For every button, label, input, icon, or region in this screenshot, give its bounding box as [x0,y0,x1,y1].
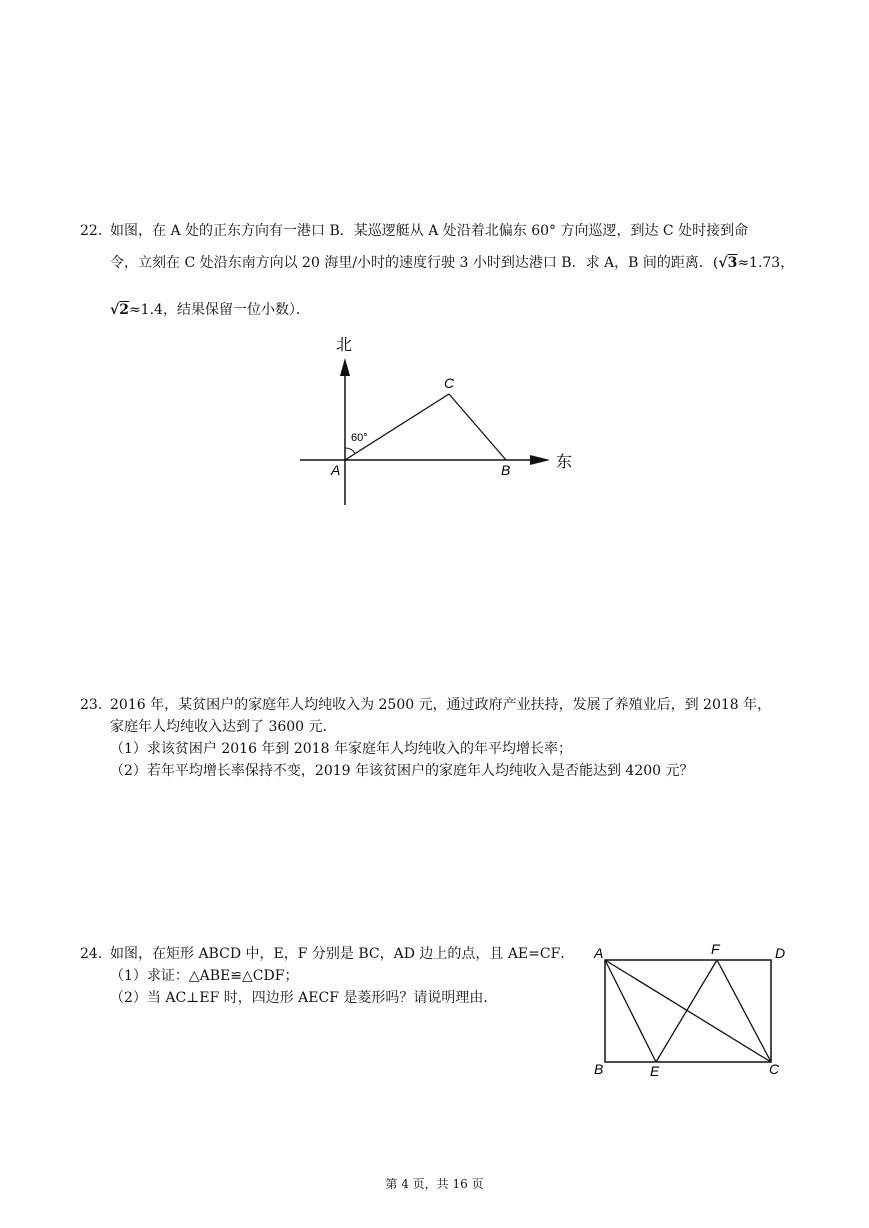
q24-text [110,944,580,1014]
q22-sqrt2-radicand: 2 [119,302,129,318]
segment-fc [717,960,771,1062]
q23-part2: （2）若年平均增长率保持不变，2019 年该贫困户的家庭年人均纯收入是否能达到 4200 元？ [110,763,694,779]
q22-number: 22. [80,223,103,239]
segment-ac [345,394,449,460]
q22-sqrt3-radicand: 3 [727,255,738,271]
segment-ef [656,960,717,1062]
angle-arc [345,448,355,453]
q22-sqrt2: √2 [110,302,129,318]
q24-part1: （1）求证：△ABE≌△CDF； [110,968,299,984]
q23-line2: 家庭年人均纯收入达到了 3600 元． [110,719,337,735]
segment-cb [449,394,506,460]
east-label: 东 [556,454,573,471]
point-d-label: D [775,945,786,961]
point-b-label: B [501,462,511,478]
q23-number: 23. [80,697,103,713]
q22-figure [290,330,590,520]
point-a-label: A [331,462,341,478]
q22-sqrt3: √3 [718,255,738,271]
q22-line1: 如图，在 A 处的正东方向有一港口 B．某巡逻艇从 A 处沿着北偏东 60° 方向巡逻，到达 C 处时接到命 [110,223,749,239]
point-c-label: C [769,1061,780,1077]
q22-line2-text: 令，立刻在 C 处沿东南方向以 20 海里/小时的速度行驶 3 小时到达港口 B．求 A，B 间的距离．( [110,255,719,271]
q23-line1: 2016 年，某贫困户的家庭年人均纯收入为 2500 元，通过政府产业扶持，发展了养殖业后，到 2018 年， [110,697,772,713]
point-f-label: F [711,941,720,957]
page-footer: 第 4 页，共 16 页 [385,1177,484,1191]
north-label: 北 [336,337,353,354]
north-arrow-icon [340,358,350,376]
q22-line3 [110,300,310,320]
q24-figure [585,938,790,1088]
q22-text [110,221,830,321]
point-e-label: E [650,1063,660,1079]
q22-line2 [110,253,794,273]
point-b-label: B [594,1061,604,1077]
east-arrow-icon [530,455,550,465]
q24-part2: （2）当 AC⊥EF 时，四边形 AECF 是菱形吗？请说明理由． [110,990,498,1006]
q23-text [110,695,830,795]
q24-number: 24. [80,946,103,962]
angle-label: 60° [351,432,368,444]
q22-line3-tail: ≈1.4，结果保留一位小数）． [128,302,310,318]
q24-line1: 如图，在矩形 ABCD 中，E，F 分别是 BC，AD 边上的点，且 AE=CF． [110,946,575,962]
point-c-label: C [444,375,455,391]
point-a-label: A [594,945,604,961]
q23-part1: （1）求该贫困户 2016 年到 2018 年家庭年人均纯收入的年平均增长率； [110,741,572,757]
q22-line2-tail: ≈1.73， [737,255,795,271]
